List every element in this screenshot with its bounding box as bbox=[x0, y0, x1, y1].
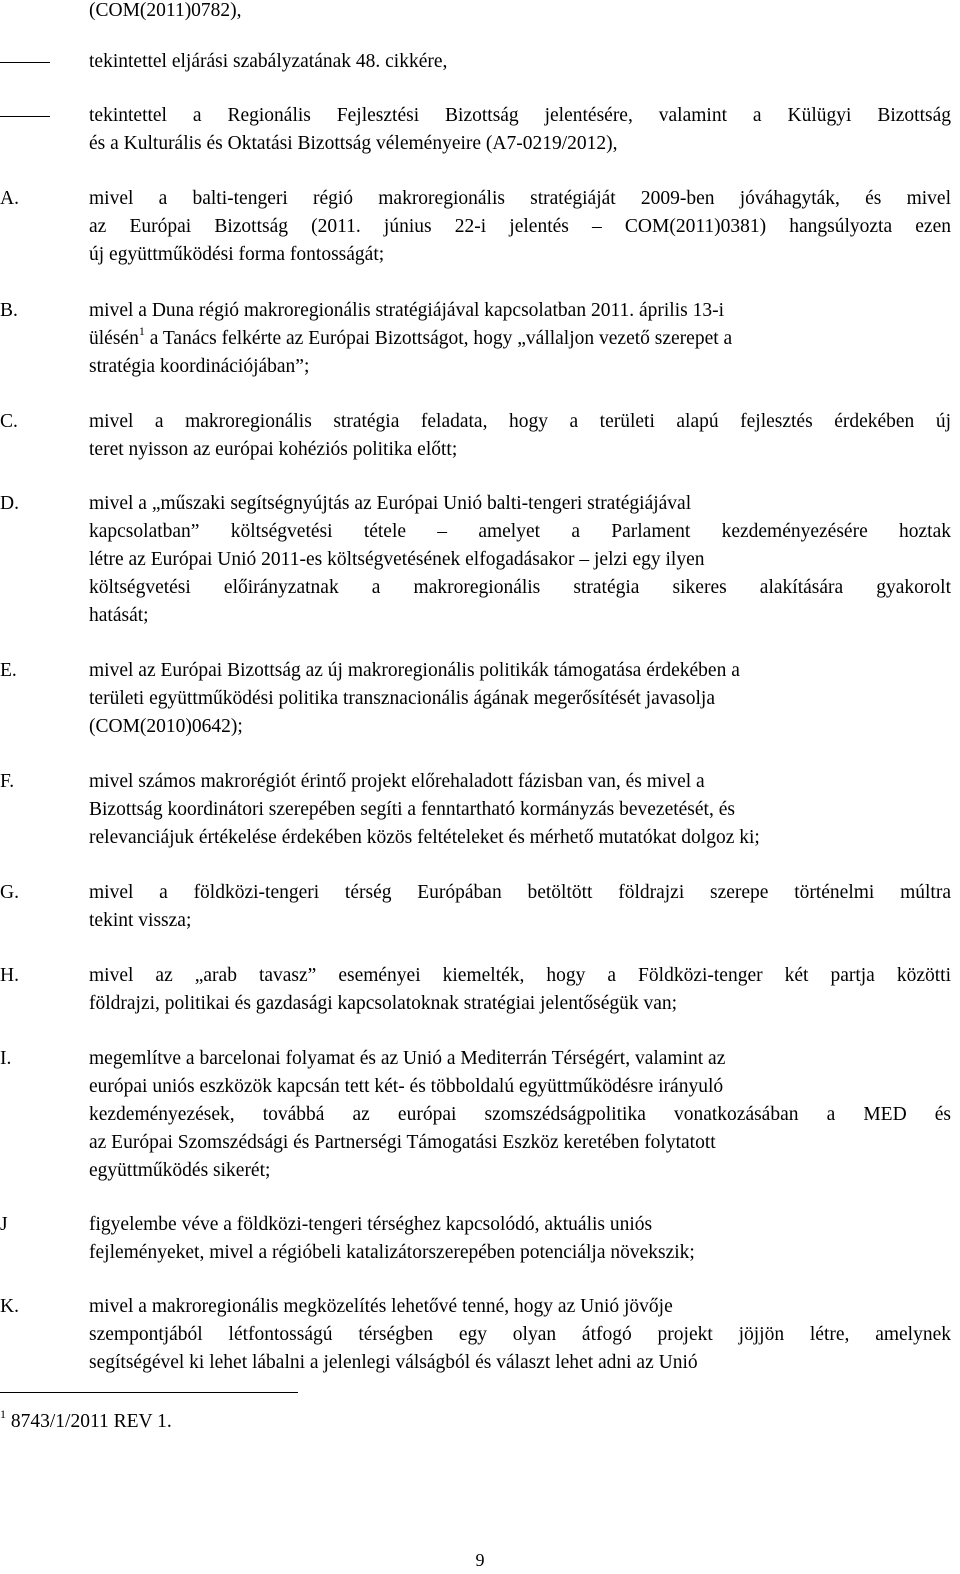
top-fragment-text: (COM(2011)0782), bbox=[89, 0, 242, 21]
citation-dash bbox=[0, 116, 50, 117]
recital-marker: H. bbox=[0, 965, 19, 986]
recital-line: teret nyisson az európai kohéziós politika előtt; bbox=[89, 439, 458, 460]
citation-dash bbox=[0, 62, 50, 63]
recital-line: (COM(2010)0642); bbox=[89, 716, 243, 737]
recital-line: európai uniós eszközök kapcsán tett két- és többoldalú együttműködésre irányuló bbox=[89, 1076, 724, 1097]
recital-line: segítségével ki lehet lábalni a jelenlegi válságból és választ lehet adni az Unió bbox=[89, 1352, 698, 1373]
recital-marker: E. bbox=[0, 660, 17, 681]
recital-line: mivel a földközi-tengeri térség Európában betöltött földrajzi szerepe történelmi múltra bbox=[89, 882, 951, 903]
recital-line: mivel az „arab tavasz” eseményei kiemelték, hogy a Földközi-tenger két partja közötti bbox=[89, 965, 951, 986]
recital-line: mivel a „műszaki segítségnyújtás az Európai Unió balti-tengeri stratégiájával bbox=[89, 493, 692, 514]
page-number: 9 bbox=[475, 1550, 485, 1570]
recital-line: mivel a makroregionális megközelítés lehetővé tenné, hogy az Unió jövője bbox=[89, 1296, 673, 1317]
recital-marker: J bbox=[0, 1214, 8, 1235]
recital-line: területi együttműködési politika transznacionális ágának megerősítését javasolja bbox=[89, 688, 715, 709]
citation-line: és a Kulturális és Oktatási Bizottság véleményeire (A7-0219/2012), bbox=[89, 133, 618, 154]
recital-line: relevanciájuk értékelése érdekében közös feltételeket és mérhető mutatókat dolgoz ki; bbox=[89, 827, 760, 848]
citation-line: tekintettel eljárási szabályzatának 48. cikkére, bbox=[89, 51, 448, 72]
recital-line: hatását; bbox=[89, 605, 149, 626]
recital-marker: C. bbox=[0, 411, 18, 432]
recital-line-rest: a Tanács felkérte az Európai Bizottságot, hogy „vállaljon vezető szerepet a bbox=[149, 328, 733, 349]
recital-marker: F. bbox=[0, 771, 15, 792]
footnote-reference: 1 bbox=[138, 323, 145, 338]
recital-line: fejleményeket, mivel a régióbeli katalizátorszerepében potenciálja növekszik; bbox=[89, 1242, 695, 1263]
recital-line: mivel az Európai Bizottság az új makroregionális politikák támogatása érdekében a bbox=[89, 660, 740, 681]
footnote-number: 1 bbox=[0, 1406, 6, 1421]
recital-line: szempontjából létfontosságú térségben egy olyan átfogó projekt jöjjön létre, amelynek bbox=[89, 1324, 951, 1345]
recital-line: stratégia koordinációjában”; bbox=[89, 356, 310, 377]
footnote-text: 8743/1/2011 REV 1. bbox=[10, 1411, 172, 1432]
recital-line: kapcsolatban” költségvetési tétele – amelyet a Parlament kezdeményezésére hoztak bbox=[89, 521, 951, 542]
recital-line: tekint vissza; bbox=[89, 910, 192, 931]
recital-marker: A. bbox=[0, 188, 19, 209]
recital-line: az Európai Bizottság (2011. június 22-i jelentés – COM(2011)0381) hangsúlyozta ezen bbox=[89, 216, 951, 237]
recital-marker: I. bbox=[0, 1048, 12, 1069]
recital-marker: B. bbox=[0, 300, 18, 321]
footnote-separator bbox=[0, 1392, 298, 1393]
recital-line: költségvetési előirányzatnak a makroregionális stratégia sikeres alakítására gyakorolt bbox=[89, 577, 951, 598]
recital-line: mivel a balti-tengeri régió makroregionális stratégiáját 2009-ben jóváhagyták, és mivel bbox=[89, 188, 951, 209]
recital-marker: D. bbox=[0, 493, 19, 514]
recital-line: megemlítve a barcelonai folyamat és az Unió a Mediterrán Térségért, valamint az bbox=[89, 1048, 726, 1069]
recital-line: létre az Európai Unió 2011-es költségvetésének elfogadásakor – jelzi egy ilyen bbox=[89, 549, 705, 570]
recital-line: mivel számos makrorégiót érintő projekt előrehaladott fázisban van, és mivel a bbox=[89, 771, 705, 792]
citation-line: tekintettel a Regionális Fejlesztési Bizottság jelentésére, valamint a Külügyi Bizottság bbox=[89, 105, 951, 126]
recital-line: az Európai Szomszédsági és Partnerségi Támogatási Eszköz keretében folytatott bbox=[89, 1132, 716, 1153]
recital-line: kezdeményezések, továbbá az európai szomszédságpolitika vonatkozásában a MED és bbox=[89, 1104, 951, 1125]
recital-line: együttműködés sikerét; bbox=[89, 1160, 271, 1181]
recital-marker: G. bbox=[0, 882, 19, 903]
recital-line: Bizottság koordinátori szerepében segíti a fenntartható kormányzás bevezetését, és bbox=[89, 799, 735, 820]
recital-line: földrajzi, politikai és gazdasági kapcsolatoknak stratégiai jelentőségük van; bbox=[89, 993, 678, 1014]
recital-line: mivel a makroregionális stratégia feladata, hogy a területi alapú fejlesztés érdekében új bbox=[89, 411, 951, 432]
recital-line: mivel a Duna régió makroregionális stratégiájával kapcsolatban 2011. április 13-i bbox=[89, 300, 724, 321]
footnote bbox=[0, 1408, 172, 1436]
recital-line-prefix: ülésén bbox=[89, 328, 139, 349]
recital-line-with-footnote bbox=[89, 325, 951, 353]
recital-marker: K. bbox=[0, 1296, 19, 1317]
recital-line: figyelembe véve a földközi-tengeri térséghez kapcsolódó, aktuális uniós bbox=[89, 1214, 653, 1235]
recital-line: új együttműködési forma fontosságát; bbox=[89, 244, 385, 265]
